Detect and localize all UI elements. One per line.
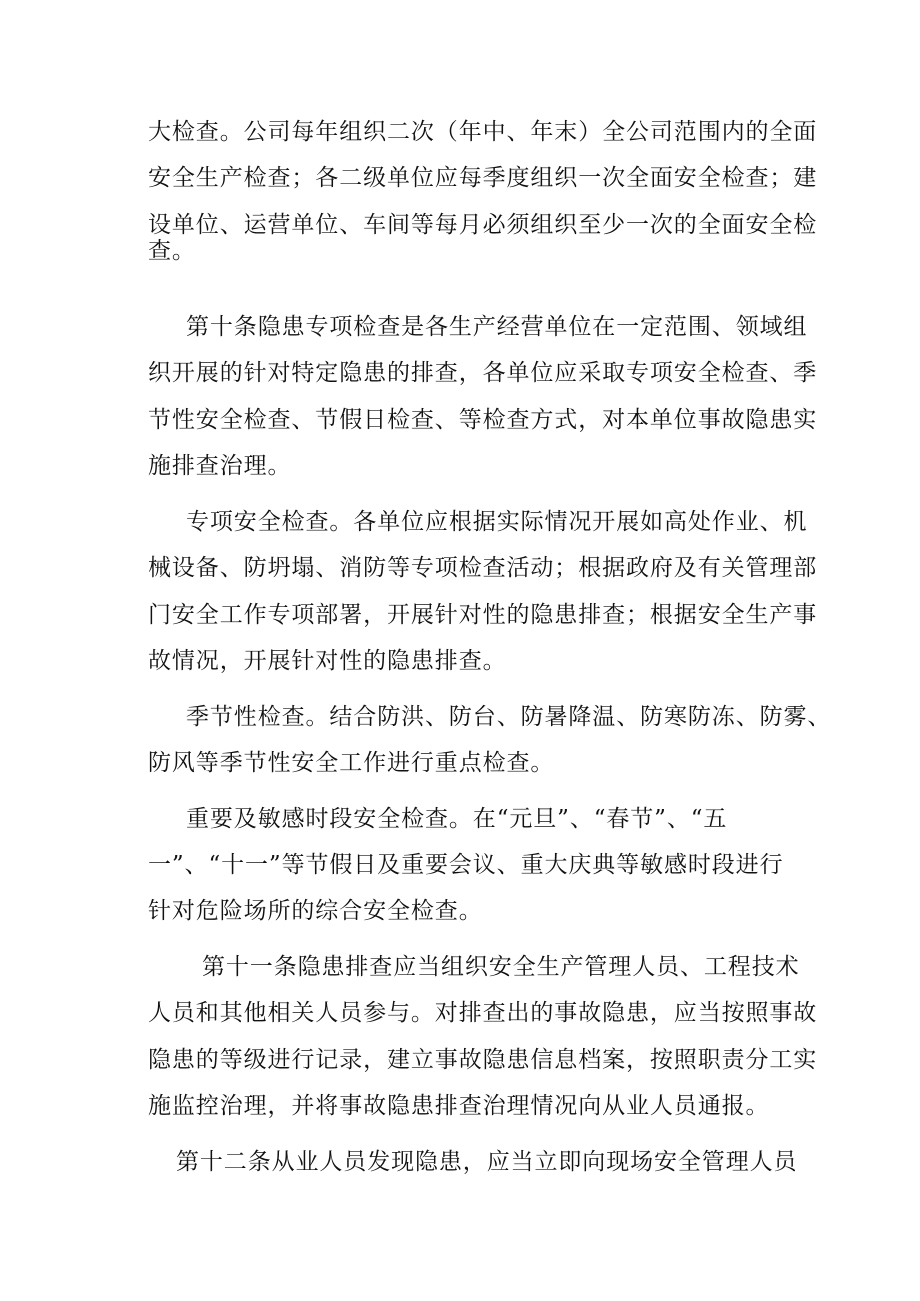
text-line: 针对危险场所的综合安全检查。 bbox=[148, 898, 483, 924]
paragraph-start-line: 第十条隐患专项检查是各生产经营单位在一定范围、领域组 bbox=[186, 314, 808, 340]
text-line: 械设备、防坍塌、消防等专项检查活动；根据政府及有关管理部 bbox=[148, 555, 818, 581]
text-line: 隐患的等级进行记录，建立事故隐患信息档案，按照职责分工实 bbox=[148, 1047, 818, 1073]
paragraph-start-line: 第十一条隐患排查应当组织安全生产管理人员、工程技术 bbox=[202, 954, 800, 980]
text-line: 故情况，开展针对性的隐患排查。 bbox=[148, 648, 507, 674]
text-line: 大检查。公司每年组织二次（年中、年末）全公司范围内的全面 bbox=[148, 119, 818, 145]
text-line: 人员和其他相关人员参与。对排查出的事故隐患，应当按照事故 bbox=[148, 1000, 818, 1026]
text-line: 节性安全检查、节假日检查、等检查方式，对本单位事故隐患实 bbox=[148, 407, 818, 433]
paragraph-start-line: 专项安全检查。各单位应根据实际情况开展如高处作业、机 bbox=[186, 509, 808, 535]
text-line: 门安全工作专项部署，开展针对性的隐患排查；根据安全生产事 bbox=[148, 602, 818, 628]
text-line: 设单位、运营单位、车间等每月必须组织至少一次的全面安全检 bbox=[148, 212, 818, 238]
text-line: 安全生产检查；各二级单位应每季度组织一次全面安全检查；建 bbox=[148, 165, 818, 191]
paragraph-start-line: 重要及敏感时段安全检查。在“元旦”、“春节”、“五 bbox=[186, 806, 728, 832]
text-line: 施监控治理，并将事故隐患排查治理情况向从业人员通报。 bbox=[148, 1093, 770, 1119]
text-line: 织开展的针对特定隐患的排查，各单位应采取专项安全检查、季 bbox=[148, 360, 818, 386]
text-line: 防风等季节性安全工作进行重点检查。 bbox=[148, 750, 555, 776]
paragraph-start-line: 季节性检查。结合防洪、防台、防暑降温、防寒防冻、防雾、 bbox=[186, 704, 832, 730]
text-line: 一”、“十一”等节假日及重要会议、重大庆典等敏感时段进行 bbox=[148, 852, 784, 878]
text-line: 查。 bbox=[148, 238, 196, 264]
text-line: 施排查治理。 bbox=[148, 453, 292, 479]
paragraph-start-line: 第十二条从业人员发现隐患，应当立即向现场安全管理人员 bbox=[176, 1149, 798, 1175]
